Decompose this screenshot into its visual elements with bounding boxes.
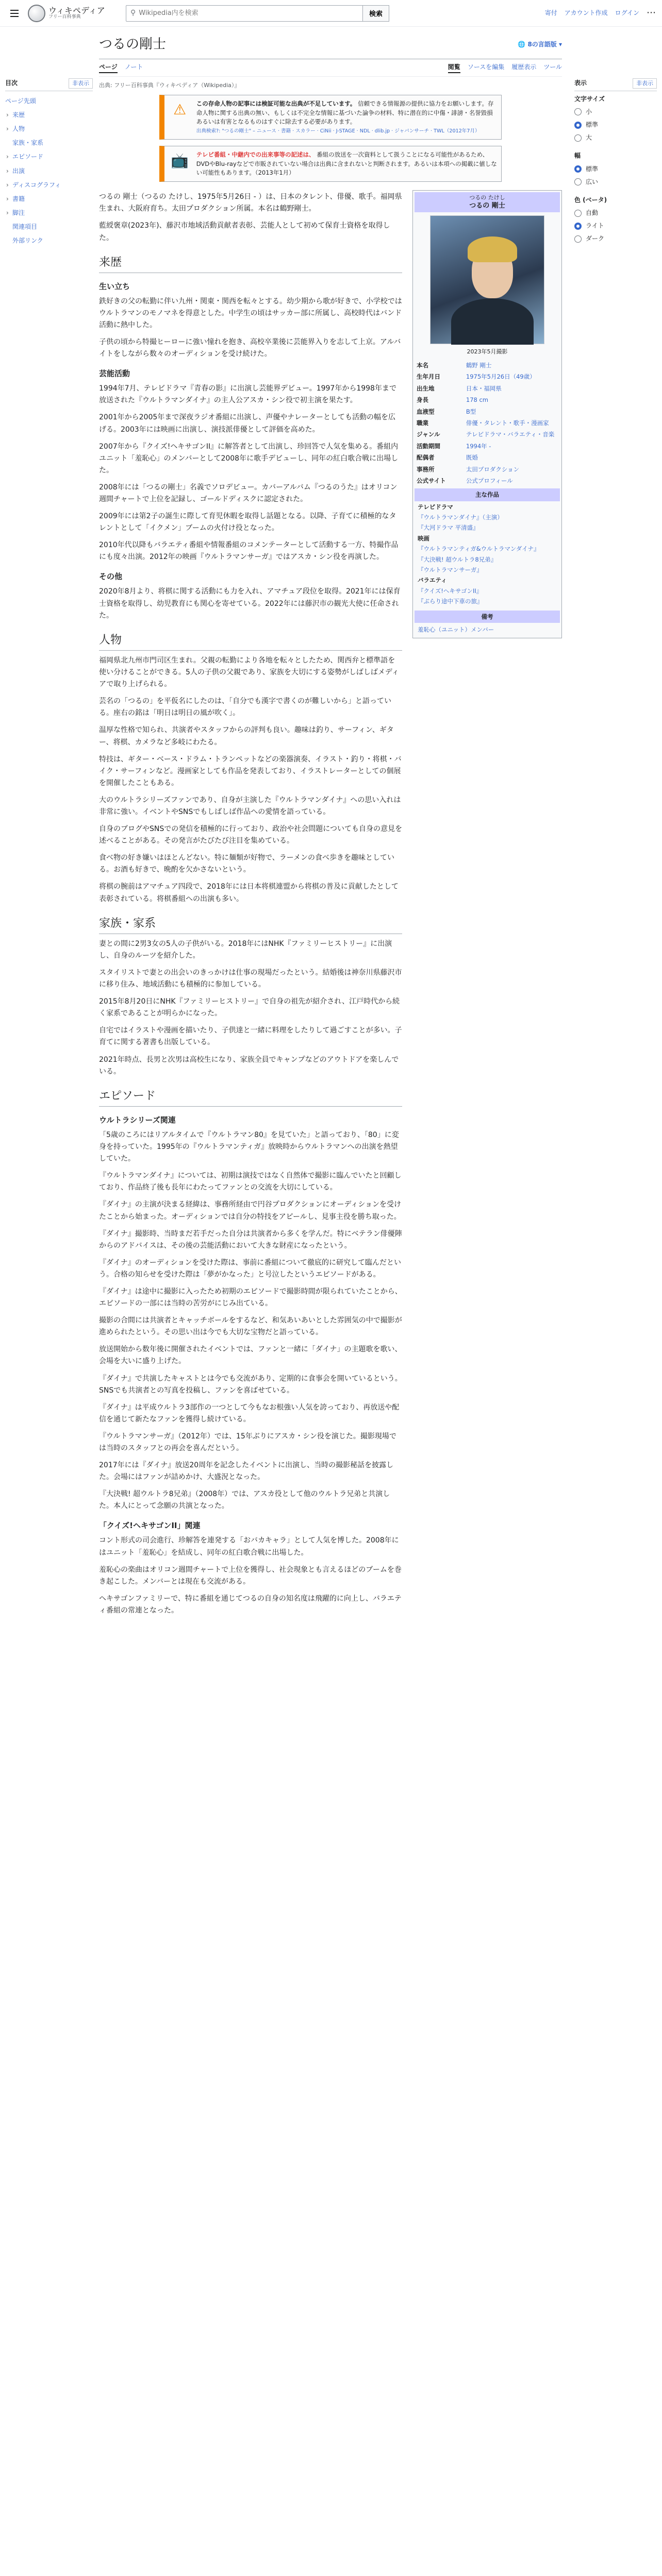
- infobox-title: [415, 192, 560, 212]
- toc-item[interactable]: 家族・家系: [12, 139, 44, 147]
- infobox-key: 公式サイト: [417, 477, 446, 484]
- notice2-body: 番組の放送を一次資料として扱うことになる可能性があるため、DVDやBlu-rayなどで市販されていない場合は出典に含まれないと判断されます。あるいは本項への掲載に値しない可能性もあります。（2013年1月）: [196, 151, 497, 176]
- infobox-key: ジャンル: [417, 431, 440, 438]
- user-links: [545, 6, 656, 21]
- radio-option[interactable]: [574, 107, 657, 117]
- radio-icon: [574, 122, 582, 129]
- tab-history[interactable]: 履歴表示: [511, 63, 537, 71]
- paragraph: 2009年には第2子の誕生に際して育児休暇を取得し話題となる。以降、子育てに積極的なタレントとして「イクメン」ブームの火付け役となった。: [99, 512, 396, 533]
- subsection-hexagon: 「クイズ!ヘキサゴンII」関連: [99, 1521, 201, 1531]
- paragraph: 2001年から2005年まで深夜ラジオ番組に出演し、声優やナレーターとしても活動の幅を広げる。2003年には映画に出演し、演技派俳優として評価を高めた。: [99, 413, 395, 434]
- tab-page[interactable]: ページ: [99, 62, 118, 73]
- wikipedia-globe-icon: [28, 5, 45, 22]
- page-title: つるの剛士: [99, 37, 167, 52]
- paragraph: 『ダイナ』は平成ウルトラ3部作の一つとして今もなお根強い人気を誇っており、再放送や配信を通じて新たなファンを獲得し続けている。: [99, 1403, 400, 1423]
- works-tv-label: テレビドラマ: [418, 503, 453, 511]
- toc-item[interactable]: › 書籍: [5, 192, 93, 206]
- toc-item[interactable]: 関連項目: [12, 223, 38, 231]
- radio-icon: [574, 108, 582, 115]
- paragraph: 自宅ではイラストや漫画を描いたり、子供達と一緒に料理をしたりして過ごすことが多い。子育てに関する著書も出版している。: [99, 1026, 402, 1047]
- infobox-key: 事務所: [417, 465, 435, 473]
- lead-paragraph: つるの 剛士（つるの たけし、1975年5月26日 - ）は、日本のタレント、俳優、歌手。福岡県生まれ、大阪府育ち。太田プロダクション所属。本名は鶴野剛士。: [99, 193, 402, 213]
- birth-paragraphs: [99, 296, 402, 360]
- radio-option[interactable]: [574, 208, 657, 218]
- logo-title: ウィキペディア: [48, 5, 105, 15]
- radio-icon: [574, 223, 582, 230]
- donate-link[interactable]: 寄付: [544, 9, 557, 16]
- subsection-career: 芸能活動: [99, 369, 130, 379]
- infobox-row: [415, 360, 560, 371]
- paragraph: 『ウルトラマンダイナ』については、初期は演技ではなく自然体で撮影に臨んでいたと回顧しており、作品終了後も長年にわたってファンとの交流を大切にしている。: [99, 1172, 402, 1192]
- paragraph: 特技は、ギター・ベース・ドラム・トランペットなどの楽器演奏、イラスト・釣り・将棋・バイク・サーフィンなど。漫画家としても作品を発表しており、イラストレーターとしての個展を開催したこともある。: [99, 755, 402, 787]
- radio-option[interactable]: [574, 221, 657, 231]
- infobox-value[interactable]: 既婚: [466, 454, 478, 462]
- toc-item[interactable]: › ディスコグラフィ: [5, 178, 93, 192]
- hexagon-paragraphs: [99, 1535, 402, 1617]
- infobox-key: 配偶者: [417, 454, 435, 462]
- toc-item[interactable]: › 来歴: [5, 108, 93, 122]
- toc-item[interactable]: › 脚注: [5, 206, 93, 220]
- paragraph: 『ダイナ』の主演が決まる経緯は、事務所経由で円谷プロダクションにオーディションを受けたことから始まった。オーディションでは自分の特技をアピールし、見事主役を勝ち取った。: [99, 1200, 402, 1221]
- radio-option[interactable]: [574, 177, 657, 187]
- infobox-row: [415, 452, 560, 463]
- notice-search-links[interactable]: 出典検索?: "つるの剛士" – ニュース · 書籍 · スカラー · CiNii · J-STAGE · NDL · dlib.jp · ジャパンサーチ · TWL（2012年7月）: [196, 128, 480, 134]
- site-header: [0, 0, 662, 27]
- toc-item[interactable]: 外部リンク: [12, 237, 43, 245]
- infobox: [412, 190, 562, 638]
- paragraph: ヘキサゴンファミリーで、特に番組を通じてつるの自身の知名度は飛躍的に向上し、バラエティ番組の常連となった。: [99, 1594, 402, 1615]
- notice-box-sources: [159, 95, 502, 140]
- radio-option[interactable]: [574, 234, 657, 244]
- paragraph: 食べ物の好き嫌いはほとんどない。特に麺類が好物で、ラーメンの食べ歩きを趣味としている。お酒も好きで、晩酌を欠かさないという。: [99, 854, 395, 874]
- paragraph: 温厚な性格で知られ、共演者やスタッフからの評判も良い。趣味は釣り、サーフィン、ギター、将棋、カメラなど多岐にわたる。: [99, 726, 394, 747]
- paragraph: 子供の頃から特撮ヒーローに強い憧れを抱き、高校卒業後に芸能界入りを志して上京。アルバイトをしながら数々のオーディションを受け続けた。: [99, 338, 401, 359]
- text-size-title: 文字サイズ: [574, 95, 605, 103]
- page-tabs: [99, 59, 562, 77]
- ultra-paragraphs: [99, 1129, 402, 1513]
- radio-label: ダーク: [586, 235, 605, 243]
- works-variety-label: バラエティ: [418, 577, 447, 584]
- subsection-other: その他: [99, 572, 123, 582]
- infobox-value[interactable]: 公式プロフィール: [466, 477, 513, 484]
- toc-item[interactable]: › 出演: [5, 164, 93, 178]
- paragraph: 『ダイナ』のオーディションを受けた際は、事前に番組について徹底的に研究して臨んだという。合格の知らせを受けた際は「夢がかなった」と号泣したというエピソードがある。: [99, 1258, 402, 1279]
- works-film-label: 映画: [418, 534, 429, 542]
- create-account-link[interactable]: アカウント作成: [564, 9, 608, 16]
- radio-label: 広い: [586, 178, 599, 185]
- search-box[interactable]: [126, 5, 363, 22]
- photo-caption: 2023年5月撮影: [467, 348, 508, 355]
- color-group: [574, 195, 657, 244]
- paragraph: 羞恥心の楽曲はオリコン週間チャートで上位を獲得し、社会現象とも言えるほどのブームを巻き起こした。メンバーとは現在も交流がある。: [99, 1565, 402, 1586]
- infobox-value[interactable]: 1975年5月26日（49歳）: [466, 373, 536, 381]
- infobox-row: [415, 464, 560, 475]
- tab-edit-source[interactable]: ソースを編集: [467, 63, 505, 71]
- infobox-row: [415, 383, 560, 394]
- toc-title: 目次: [5, 79, 18, 87]
- works-tv-list: [418, 513, 557, 533]
- infobox-value[interactable]: 俳優・タレント・歌手・漫画家: [466, 419, 549, 427]
- section-episode: エピソード: [99, 1087, 402, 1107]
- infobox-work-link[interactable]: 『ウルトラマンティガ&ウルトラマンダイナ』: [418, 545, 540, 553]
- width-options: [574, 164, 657, 187]
- paragraph: コント形式の司会進行、珍解答を連発する「おバカキャラ」として人気を博した。2008年にはユニット「羞恥心」を結成し、同年の紅白歌合戦に出場した。: [99, 1536, 399, 1557]
- radio-label: 自動: [586, 209, 599, 217]
- article-body: [99, 188, 402, 1622]
- notice-body: 信頼できる情報源の提供に協力をお願いします。存命人物に関する出典の無い、もしくは不完全な情報に基づいた論争の材料、特に潜在的に中傷・誹謗・名誉毀損あるいは有害となるものはすぐに除去する必要があります。: [196, 100, 494, 125]
- main-menu-button[interactable]: [6, 5, 23, 22]
- paragraph: スタイリストで妻との出会いのきっかけは仕事の現場だったという。結婚後は神奈川県藤沢市に移り住み、地域活動にも積極的に参加している。: [99, 969, 402, 989]
- paragraph: 撮影の合間には共演者とキャッチボールをするなど、和気あいあいとした雰囲気の中で撮影が進められたという。その思い出は今でも大切な宝物だと語っている。: [99, 1316, 402, 1337]
- infobox-works-header: 主な作品: [415, 488, 560, 501]
- tv-icon: 📺: [171, 152, 189, 170]
- infobox-row: [415, 429, 560, 440]
- infobox-work-link[interactable]: 羞恥心（ユニット）メンバー: [418, 626, 494, 633]
- paragraph: 『ダイナ』撮影時、当時まだ若手だった自分は共演者から多くを学んだ。特にベテラン俳優陣からのアドバイスは、その後の芸能活動において大きな財産になったという。: [99, 1229, 402, 1250]
- search-input[interactable]: [139, 9, 358, 17]
- paragraph: 自身のブログやSNSでの発信を積極的に行っており、政治や社会問題についても自身の意見を述べることがある。その発言がたびたび注目を集めている。: [99, 825, 402, 845]
- infobox-work-link[interactable]: 『大河ドラマ 平清盛』: [418, 524, 479, 532]
- infobox-row: [415, 440, 560, 452]
- radio-label: 大: [586, 134, 592, 142]
- radio-icon: [574, 178, 582, 185]
- color-title: 色 (ベータ): [574, 196, 607, 204]
- paragraph: 福岡県北九州市門司区生まれ。父親の転勤により各地を転々としたため、関西弁と標準語を使い分けることができる。5人の子供の父親であり、家族を大切にする姿勢がしばしばメディアで取り上げられる。: [99, 656, 399, 689]
- radio-icon: [574, 134, 582, 142]
- works-variety-list: [418, 586, 557, 606]
- person-paragraphs: [99, 655, 402, 905]
- infobox-row: [415, 371, 560, 382]
- toc-header: [5, 78, 93, 91]
- width-group: [574, 151, 657, 187]
- infobox-row: [415, 417, 560, 429]
- paragraph: 『ダイナ』で共演したキャストとは今でも交流があり、定期的に食事会を開いているという。SNSでも共演者との写真を投稿し、ファンを喜ばせている。: [99, 1374, 402, 1395]
- search-icon: ⚲: [130, 9, 136, 18]
- paragraph: 2021年時点、長男と次男は高校生になり、家族全員でキャンプなどのアウトドアを楽しんでいる。: [99, 1055, 399, 1076]
- infobox-key: 出生地: [417, 384, 435, 392]
- radio-label: ライト: [586, 222, 604, 230]
- tab-talk[interactable]: ノート: [124, 63, 143, 71]
- portrait-photo[interactable]: [430, 215, 544, 344]
- radio-option[interactable]: [574, 164, 657, 174]
- infobox-notes-header: 備考: [415, 611, 560, 623]
- radio-icon: [574, 235, 582, 243]
- infobox-value[interactable]: テレビドラマ・バラエティ・音楽: [466, 431, 555, 438]
- family-paragraphs: [99, 938, 402, 1078]
- subsection-birth: 生い立ち: [99, 281, 130, 291]
- infobox-work-link[interactable]: 『ウルトラマンサーガ』: [418, 566, 483, 574]
- infobox-table: [415, 360, 560, 486]
- search-form: [126, 5, 389, 22]
- infobox-work-link[interactable]: 『大決戦! 超ウルトラ8兄弟』: [418, 555, 497, 563]
- paragraph: 鉄好きの父の転勤に伴い九州・関東・関西を転々とする。幼少期から歌が好きで、小学校ではウルトラマンのモノマネを得意とした。中学生の頃はサッカー部に所属し、高校時代はバンド活動に熱中した。: [99, 297, 402, 329]
- radio-icon: [574, 165, 582, 173]
- notice-box-tv: [159, 146, 502, 182]
- tab-read[interactable]: 閲覧: [448, 62, 460, 73]
- paragraph: 2008年には「つるの剛士」名義でソロデビュー。カバーアルバム『つるのうた』はオリコン週間チャートで上位を記録し、ゴールドディスクに認定された。: [99, 483, 398, 504]
- infobox-key: 活動期間: [417, 442, 440, 450]
- toc-list: [5, 94, 93, 248]
- infobox-value[interactable]: 太田プロダクション: [466, 465, 520, 473]
- paragraph: 2007年から『クイズ!ヘキサゴンII』に解答者として出演し、珍回答で人気を集める。番組内ユニット「羞恥心」のメンバーとして2008年に歌手デビューし、同年の紅白歌合戦に出場した。: [99, 442, 399, 474]
- works-film-list: [418, 544, 557, 574]
- toc-item[interactable]: › 人物: [5, 122, 93, 136]
- notice-lead: この存命人物の記事には検証可能な出典が不足しています。: [196, 100, 356, 108]
- width-title: 幅: [574, 152, 581, 160]
- infobox-value[interactable]: B型: [466, 408, 476, 415]
- radio-label: 小: [586, 108, 592, 115]
- text-size-group: [574, 94, 657, 143]
- more-options-icon[interactable]: ⋯: [647, 7, 656, 19]
- paragraph: 『ダイナ』は途中に撮影に入ったため初期のエピソードで撮影時間が限られていたことから、エピソードの一部には当時の苦労がにじみ出ている。: [99, 1287, 402, 1308]
- notes-list: [415, 623, 560, 636]
- text-size-options: [574, 107, 657, 143]
- infobox-key: 職業: [417, 419, 428, 427]
- infobox-key: 血液型: [417, 408, 435, 415]
- appearance-header: [574, 78, 657, 91]
- language-button-label: 8の言語版: [527, 41, 557, 48]
- section-history: 来歴: [99, 253, 402, 273]
- paragraph: 「5歳のころにはリアルタイムで『ウルトラマン80』を見ていた」と語っており、「80」に変身を持っていた。1995年の『ウルトラマンティガ』放映時からウルトラマンへの出演を熱望していた。: [99, 1130, 399, 1163]
- tab-tools[interactable]: ツール: [543, 63, 562, 71]
- notice2-lead: テレビ番組・中継内での出来事等の記述は、: [196, 151, 315, 159]
- from-line: 出典: フリー百科事典『ウィキペディア（Wikipedia）』: [99, 81, 240, 89]
- infobox-value[interactable]: 1994年 -: [466, 442, 491, 450]
- infobox-name-kana: つるの たけし: [469, 194, 505, 201]
- infobox-value[interactable]: 鶴野 剛士: [466, 362, 492, 369]
- toc-item[interactable]: › エピソード: [5, 150, 93, 164]
- toc-hide-button[interactable]: 非表示: [69, 78, 93, 89]
- appearance-hide-button[interactable]: 非表示: [633, 78, 657, 89]
- login-link[interactable]: ログイン: [615, 9, 639, 16]
- subsection-ultra: ウルトラシリーズ関連: [99, 1115, 176, 1125]
- infobox-row: [415, 475, 560, 486]
- section-family: 家族・家系: [99, 914, 402, 934]
- infobox-row: [415, 394, 560, 405]
- lead-paragraph-2: 藍綬褒章(2023年)、藤沢市地域活動貢献者表彰、芸能人として初めて保育士資格を取得した。: [99, 222, 390, 242]
- paragraph: 2017年には『ダイナ』放送20周年を記念したイベントに出演し、当時の撮影秘話を披露した。会場にはファンが詰めかけ、大盛況となった。: [99, 1461, 394, 1482]
- paragraph: 妻との間に2男3女の5人の子供がいる。2018年にはNHK『ファミリーヒストリー』に出演し、自身のルーツを紹介した。: [99, 939, 392, 960]
- paragraph: 1994年7月、テレビドラマ『青春の影』に出演し芸能界デビュー。1997年から1998年まで放送された『ウルトラマンダイナ』の主人公アスカ・シン役で初主演を果たす。: [99, 384, 396, 405]
- infobox-key: 生年月日: [417, 373, 440, 381]
- paragraph: 大のウルトラシリーズファンであり、自身が主演した『ウルトラマンダイナ』への思い入れは非常に強い。イベントやSNSでもしばしば作品への愛情を語っている。: [99, 795, 401, 816]
- infobox-key: 本名: [417, 362, 428, 369]
- radio-option[interactable]: [574, 133, 657, 143]
- color-options: [574, 208, 657, 244]
- radio-option[interactable]: [574, 120, 657, 130]
- paragraph: 将棋の腕前はアマチュア四段で、2018年には日本将棋連盟から将棋の普及に貢献したとして表彰されている。将棋番組への出演も多い。: [99, 883, 399, 903]
- toc-item[interactable]: ページ先頭: [5, 97, 36, 105]
- infobox-value[interactable]: 日本・福岡県: [466, 384, 502, 392]
- infobox-work-link[interactable]: 『ぶらり途中下車の旅』: [418, 598, 483, 605]
- infobox-work-link[interactable]: 『クイズ!ヘキサゴンII』: [418, 587, 483, 595]
- infobox-name: つるの 剛士: [469, 201, 505, 210]
- other-paragraph: 2020年8月より、将棋に関する活動にも力を入れ、アマチュア段位を取得。2021年には保育士資格を取得し、幼児教育にも関心を寄せている。2022年には藤沢市の観光大使に任命された。: [99, 587, 401, 620]
- appearance-title: 表示: [574, 79, 587, 87]
- infobox-key: 身長: [417, 396, 428, 404]
- infobox-row: [415, 406, 560, 417]
- radio-icon: [574, 210, 582, 217]
- infobox-value[interactable]: 178 cm: [466, 396, 489, 404]
- section-person: 人物: [99, 631, 402, 651]
- toc-sidebar: [5, 27, 93, 1622]
- radio-label: 標準: [586, 121, 599, 128]
- paragraph: 『大決戦! 超ウルトラ8兄弟』（2008年）では、アスカ役として他のウルトラ兄弟と共演した。本人にとって念願の共演となった。: [99, 1490, 390, 1511]
- site-logo[interactable]: [28, 5, 105, 22]
- infobox-work-link[interactable]: 『ウルトラマンダイナ』（主演）: [418, 514, 503, 521]
- paragraph: 芸名の「つるの」を平仮名にしたのは、「自分でも漢字で書くのが難しいから」と語っている。座右の銘は「明日は明日の風が吹く」。: [99, 697, 391, 718]
- appearance-panel: [574, 27, 657, 1622]
- search-button[interactable]: 検索: [363, 5, 389, 22]
- paragraph: 2010年代以降もバラエティ番組や情報番組のコメンテーターとして活動する一方、特撮作品にも度々出演。2012年の映画『ウルトラマンサーガ』ではアスカ・シン役を再演した。: [99, 541, 399, 562]
- language-button[interactable]: 🌐 8の言語版 ▾: [518, 41, 562, 48]
- logo-subtitle: フリー百科事典: [48, 14, 81, 20]
- paragraph: 2015年8月20日にNHK『ファミリーヒストリー』で自身の祖先が紹介され、江戸時代から続く家系であることが明らかになった。: [99, 997, 400, 1018]
- paragraph: 『ウルトラマンサーガ』（2012年）では、15年ぶりにアスカ・シン役を演じた。撮影現場では当時のスタッフとの再会を喜んだという。: [99, 1432, 396, 1453]
- warning-icon: ⚠: [173, 101, 187, 118]
- paragraph: 放送開始から数年後に開催されたイベントでは、ファンと一緒に「ダイナ」の主題歌を歌い、会場を大いに盛り上げた。: [99, 1345, 402, 1366]
- radio-label: 標準: [586, 165, 599, 173]
- main-content: [93, 27, 574, 1622]
- career-paragraphs: [99, 383, 402, 563]
